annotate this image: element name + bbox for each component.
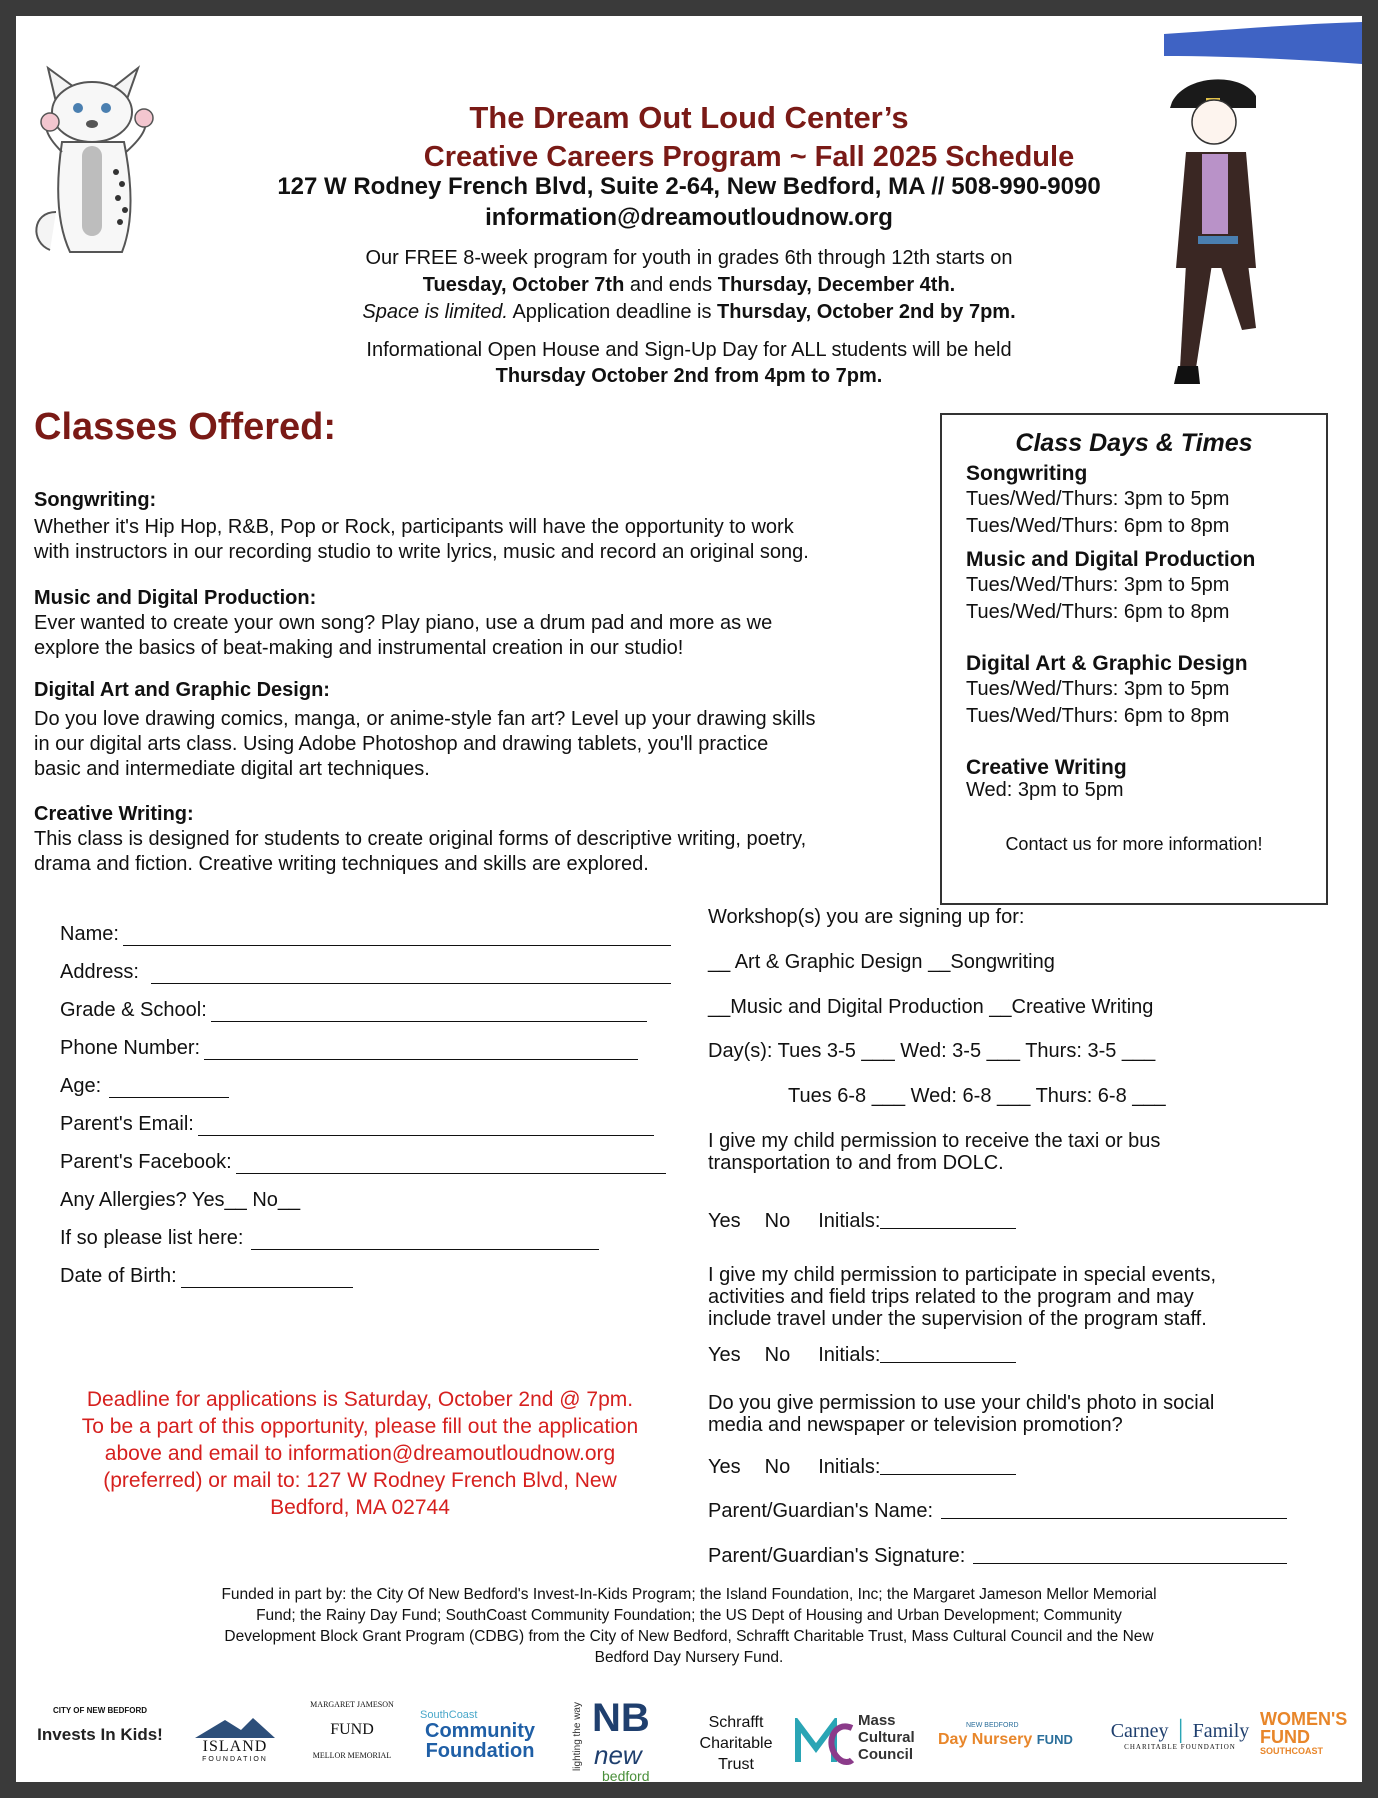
address-phone: 127 W Rodney French Blvd, Suite 2-64, New Bedford, MA // 508-990-9090: [277, 173, 1101, 200]
class-name: Digital Art and Graphic Design:: [34, 679, 330, 701]
deadline-lead: Application deadline is: [508, 301, 718, 323]
intro-line-2: [16, 272, 1362, 298]
dob-line[interactable]: [181, 1269, 353, 1288]
invests-in-kids-logo: [30, 1706, 170, 1745]
permission-text: Do you give permission to use your child's photo in social: [708, 1392, 1215, 1414]
intro-line-3: [16, 299, 1362, 325]
deadline-line: above and email to information@dreamoutloudnow.org: [104, 1442, 616, 1465]
photo-consent-row[interactable]: [708, 1456, 1016, 1479]
logo-text: Carney: [1110, 1720, 1169, 1742]
flyer-page: [16, 16, 1362, 1782]
womens-fund-logo: [1260, 1710, 1360, 1756]
logo-text: Charitable: [699, 1735, 773, 1752]
address-label: Address:: [60, 961, 139, 983]
logo-text: MELLOR MEMORIAL: [312, 1751, 392, 1760]
dob-field[interactable]: [60, 1250, 700, 1288]
class-schedule-box: [940, 413, 1328, 905]
schedule-contact: Contact us for more information!: [1005, 834, 1263, 854]
guardian-signature-line[interactable]: [973, 1545, 1287, 1564]
subtitle: Creative Careers Program ~ Fall 2025 Schedule: [423, 141, 1075, 173]
parent-facebook-line[interactable]: [236, 1155, 666, 1174]
initials-line[interactable]: [880, 1456, 1016, 1475]
space-limited: Space is limited.: [362, 301, 508, 323]
schedule-heading: Class Days & Times: [1015, 429, 1253, 457]
funding-line: Bedford Day Nursery Fund.: [594, 1649, 784, 1666]
logo-text: NEW BEDFORD: [966, 1722, 1019, 1729]
student-form: [60, 908, 700, 1288]
logo-text: Cultural: [858, 1729, 915, 1746]
logo-text: Mass: [858, 1712, 896, 1729]
deadline-line: Deadline for applications is Saturday, October 2nd @ 7pm.: [86, 1388, 634, 1411]
address-field[interactable]: [60, 946, 700, 984]
permission-text: include travel under the supervision of the program staff.: [708, 1308, 1207, 1330]
workshop-heading: Workshop(s) you are signing up for:: [708, 906, 1025, 928]
logo-text: Day Nursery: [938, 1731, 1033, 1748]
phone-label: Phone Number:: [60, 1037, 201, 1059]
class-name: Songwriting:: [34, 489, 157, 511]
phone-field[interactable]: [60, 1022, 700, 1060]
age-line[interactable]: [109, 1079, 229, 1098]
logo-text: SouthCoast: [420, 1709, 478, 1721]
permission-text: activities and field trips related to the program and may: [708, 1286, 1194, 1308]
allergies-field[interactable]: [60, 1174, 700, 1212]
allergy-list-field[interactable]: [60, 1212, 700, 1250]
class-desc-line: drama and fiction. Creative writing techniques and skills are explored.: [34, 853, 649, 875]
parent-email-field[interactable]: [60, 1098, 700, 1136]
logo-text: CHARITABLE FOUNDATION: [1124, 1743, 1236, 1751]
header-email: information@dreamoutloudnow.org: [485, 204, 893, 231]
deadline-line: To be a part of this opportunity, please fill out the application: [81, 1415, 639, 1438]
guardian-name-field[interactable]: [708, 1500, 1287, 1523]
mcc-text: [858, 1712, 915, 1763]
guardian-name-label: Parent/Guardian's Name:: [708, 1500, 934, 1522]
island-foundation-logo: [170, 1716, 300, 1763]
logo-text: WOMEN'S: [1260, 1709, 1348, 1729]
class-desc-line: Do you love drawing comics, manga, or anime-style fan art? Level up your drawing skills: [34, 708, 816, 730]
yes-option[interactable]: Yes: [708, 1210, 741, 1232]
days-row-2[interactable]: Tues 6-8 ___ Wed: 6-8 ___ Thurs: 6-8 ___: [788, 1085, 1166, 1107]
schedule-writing: Creative Writing: [966, 756, 1127, 779]
logo-text: Family: [1192, 1720, 1250, 1742]
funding-line: Development Block Grant Program (CDBG) from the City of New Bedford, Schrafft Charitable Trust, Mass Cultural Council and the New: [224, 1628, 1154, 1645]
class-desc-line: Whether it's Hip Hop, R&B, Pop or Rock, participants will have the opportunity to work: [34, 516, 794, 538]
community-foundation-logo: [410, 1709, 550, 1761]
deadline-notice: [60, 1386, 660, 1521]
open-house-line-1: Informational Open House and Sign-Up Day for ALL students will be held: [366, 339, 1012, 361]
permission-text: media and newspaper or television promotion?: [708, 1414, 1123, 1436]
start-date: Tuesday, October 7th: [422, 274, 625, 296]
deadline-line: (preferred) or mail to: 127 W Rodney French Blvd, New: [103, 1469, 617, 1492]
schedule-time: Tues/Wed/Thurs: 6pm to 8pm: [966, 705, 1230, 727]
class-desc-line: Ever wanted to create your own song? Play piano, use a drum pad and more as we: [34, 612, 773, 634]
logo-text: FUND: [1260, 1727, 1310, 1747]
deadline-line: Bedford, MA 02744: [270, 1496, 450, 1519]
logo-text: Schrafft: [708, 1714, 764, 1731]
logo-text: Foundation: [425, 1740, 535, 1762]
title: The Dream Out Loud Center’s: [469, 100, 909, 135]
day-nursery-fund-logo: [938, 1722, 1098, 1749]
schedule-time: Wed: 3pm to 5pm: [966, 779, 1124, 801]
initials-label: Initials:: [818, 1344, 881, 1366]
permission-text: I give my child permission to receive the taxi or bus: [708, 1130, 1161, 1152]
name-label: Name:: [60, 923, 119, 945]
initials-line[interactable]: [880, 1210, 1016, 1229]
name-field[interactable]: [60, 908, 700, 946]
permission-photo: [708, 1392, 1214, 1436]
logo-text: Community: [425, 1720, 535, 1742]
logo-text: FOUNDATION: [202, 1756, 268, 1763]
age-label: Age:: [60, 1075, 102, 1097]
mellor-memorial-fund-logo: [302, 1700, 402, 1760]
classes-heading: Classes Offered:: [34, 406, 337, 448]
logo-text: Council: [858, 1746, 913, 1763]
class-creative-writing: [34, 802, 934, 877]
allergies-label: Any Allergies? Yes__ No__: [60, 1189, 301, 1211]
parent-email-label: Parent's Email:: [60, 1113, 194, 1135]
parent-email-line[interactable]: [198, 1117, 654, 1136]
class-desc-line: explore the basics of beat-making and instrumental creation in our studio!: [34, 637, 684, 659]
schedule-time: Tues/Wed/Thurs: 6pm to 8pm: [966, 601, 1230, 623]
no-option[interactable]: No: [764, 1344, 791, 1366]
dob-label: Date of Birth:: [60, 1265, 177, 1287]
logo-text: CITY OF NEW BEDFORD: [52, 1706, 148, 1715]
schedule-time: Tues/Wed/Thurs: 3pm to 5pm: [966, 574, 1230, 596]
schedule-time: Tues/Wed/Thurs: 6pm to 8pm: [966, 515, 1230, 537]
logo-text: NB: [592, 1696, 650, 1740]
logo-text: lighting the way: [572, 1702, 583, 1771]
class-desc-line: This class is designed for students to create original forms of descriptive writing, poetry,: [34, 828, 807, 850]
intro-connector: and ends: [624, 274, 718, 296]
allergy-list-label: If so please list here:: [60, 1227, 244, 1249]
yes-option[interactable]: Yes: [708, 1456, 741, 1478]
schedule-music: Music and Digital Production: [966, 548, 1256, 571]
logo-text: MARGARET JAMESON: [310, 1700, 394, 1709]
island-mountain-icon: [195, 1716, 275, 1738]
class-desc-line: basic and intermediate digital art techniques.: [34, 758, 430, 780]
class-name: Creative Writing:: [34, 803, 194, 825]
schedule-songwriting: Songwriting: [966, 462, 1088, 485]
name-line[interactable]: [123, 927, 671, 946]
open-house-line-2: Thursday October 2nd from 4pm to 7pm.: [495, 365, 883, 387]
funding-line: Funded in part by: the City Of New Bedford's Invest-In-Kids Program; the Island Foundation, Inc; the Margaret Jameson Mellor Memorial: [221, 1586, 1157, 1603]
permission-text: transportation to and from DOLC.: [708, 1152, 1004, 1174]
class-music-production: [34, 586, 934, 661]
no-option[interactable]: No: [764, 1456, 791, 1478]
funding-line: Fund; the Rainy Day Fund; SouthCoast Community Foundation; the US Dept of Housing and Urban Development; Community: [256, 1607, 1122, 1624]
class-digital-art: [34, 678, 934, 782]
logo-text: SOUTHCOAST: [1260, 1746, 1323, 1756]
logo-text: FUND: [330, 1721, 374, 1738]
end-date: Thursday, December 4th.: [717, 274, 956, 296]
intro-line-1: Our FREE 8-week program for youth in grades 6th through 12th starts on: [365, 247, 1013, 269]
initials-line[interactable]: [880, 1344, 1016, 1363]
logo-text: Trust: [718, 1756, 754, 1773]
class-songwriting: [34, 488, 934, 565]
guardian-signature-field[interactable]: [708, 1545, 1287, 1568]
guardian-signature-label: Parent/Guardian's Signature:: [708, 1545, 966, 1567]
grade-line[interactable]: [211, 1003, 647, 1022]
age-field[interactable]: [60, 1060, 700, 1098]
workshop-option-row-2[interactable]: __Music and Digital Production __Creative Writing: [708, 996, 1154, 1018]
permission-events: [708, 1264, 1216, 1330]
class-desc-line: with instructors in our recording studio to write lyrics, music and record an original song.: [34, 541, 809, 563]
address-line[interactable]: [151, 965, 671, 984]
application-deadline: Thursday, October 2nd by 7pm.: [717, 301, 1016, 323]
permission-text: I give my child permission to participate in special events,: [708, 1264, 1217, 1286]
class-name: Music and Digital Production:: [34, 587, 317, 609]
logo-text: ISLAND: [202, 1738, 268, 1755]
grade-label: Grade & School:: [60, 999, 207, 1021]
no-option[interactable]: No: [764, 1210, 791, 1232]
schedule-time: Tues/Wed/Thurs: 3pm to 5pm: [966, 678, 1230, 700]
logo-text: FUND: [1036, 1732, 1073, 1747]
logo-text: Invests In Kids!: [37, 1725, 163, 1744]
permission-transport: [708, 1130, 1160, 1174]
parent-facebook-label: Parent's Facebook:: [60, 1151, 232, 1173]
logo-text: new: [594, 1740, 642, 1770]
guardian-name-line[interactable]: [941, 1500, 1287, 1519]
transport-consent-row[interactable]: [708, 1210, 1016, 1233]
class-desc-line: in our digital arts class. Using Adobe Photoshop and drawing tablets, you'll practice: [34, 733, 769, 755]
allergy-list-line[interactable]: [251, 1231, 599, 1250]
events-consent-row[interactable]: [708, 1344, 1016, 1367]
initials-label: Initials:: [818, 1456, 881, 1478]
parent-facebook-field[interactable]: [60, 1136, 700, 1174]
phone-line[interactable]: [204, 1041, 638, 1060]
days-row-1[interactable]: Day(s): Tues 3-5 ___ Wed: 3-5 ___ Thurs: 3-5 ___: [708, 1040, 1156, 1062]
schedule-art: Digital Art & Graphic Design: [966, 652, 1248, 675]
logo-text: bedford: [602, 1768, 650, 1782]
yes-option[interactable]: Yes: [708, 1344, 741, 1366]
funding-statement: [56, 1584, 1322, 1668]
schedule-time: Tues/Wed/Thurs: 3pm to 5pm: [966, 488, 1230, 510]
blue-ribbon-decoration: [1156, 16, 1362, 76]
mcc-emblem-icon: [794, 1718, 854, 1766]
carney-family-foundation-logo: Carney │ Family CHARITABLE FOUNDATION: [1104, 1720, 1256, 1751]
schrafft-trust-logo: [682, 1712, 790, 1775]
initials-label: Initials:: [818, 1210, 881, 1232]
new-bedford-logo: [572, 1696, 668, 1782]
workshop-option-row-1[interactable]: __ Art & Graphic Design __Songwriting: [708, 951, 1055, 973]
grade-school-field[interactable]: [60, 984, 700, 1022]
